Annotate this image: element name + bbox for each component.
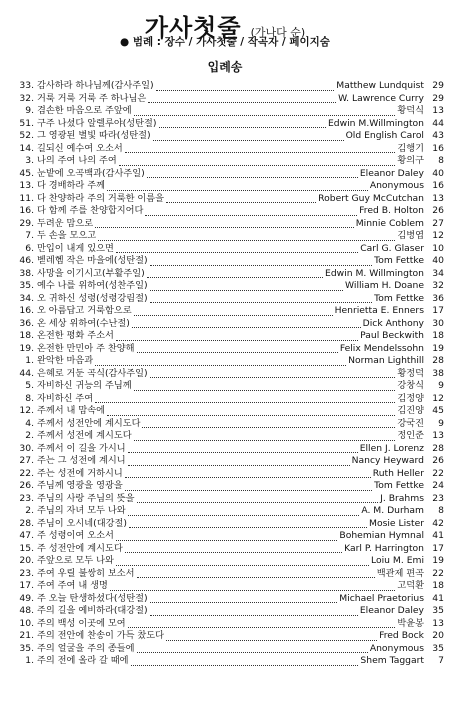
entry-number: 32. xyxy=(19,92,34,104)
entry-first-line: 주님께 영광을 영광을 xyxy=(37,480,123,491)
dot-leader xyxy=(137,344,338,353)
entry-composer: 김병엽 xyxy=(397,230,424,241)
list-item xyxy=(12,118,444,131)
list-item xyxy=(12,355,444,368)
list-item xyxy=(12,455,444,468)
entry-first-line: 길되신 예수여 오소서 xyxy=(37,142,123,154)
entry-composer: 강국진 xyxy=(397,417,424,429)
entry-first-line: 주의 길을 예비하라(대강절) xyxy=(37,605,148,616)
dot-leader xyxy=(153,132,344,141)
entry-page: 35 xyxy=(432,642,444,654)
entry-first-line: 은혜로 거둔 곡식(감사주일) xyxy=(37,367,148,379)
entry-first-line: 주님이 오시네(대강절) xyxy=(37,517,127,529)
entry-first-line: 자비하신 귀능의 주님께 xyxy=(37,380,132,391)
dot-leader xyxy=(137,644,368,653)
entry-composer: Fred B. Holton xyxy=(359,205,424,216)
list-item xyxy=(12,630,444,643)
entry-number: 13. xyxy=(19,180,34,191)
entry-composer: Felix Mendelssohn xyxy=(339,342,424,354)
entry-composer: Old English Carol xyxy=(345,130,424,141)
entry-list xyxy=(12,80,444,668)
dot-leader xyxy=(156,82,335,91)
entry-first-line: 주 성전안에 계시도다 xyxy=(37,542,123,554)
entry-composer: Robert Guy McCutchan xyxy=(318,192,424,204)
list-item xyxy=(12,443,444,456)
entry-page: 24 xyxy=(432,480,444,491)
list-item xyxy=(12,305,444,318)
entry-page: 13 xyxy=(432,617,444,629)
list-item xyxy=(12,493,444,506)
list-item xyxy=(12,418,444,431)
entry-first-line: 눈밭에 오곡백과(감사주일) xyxy=(37,167,145,179)
entry-composer: Anonymous xyxy=(369,642,424,654)
dot-leader xyxy=(125,144,396,153)
entry-composer: Paul Beckwith xyxy=(360,330,424,341)
entry-number: 30. xyxy=(19,442,34,454)
entry-composer: 박윤봉 xyxy=(397,617,424,629)
entry-first-line: 나의 주여 나의 주여 xyxy=(37,155,117,166)
dot-leader xyxy=(116,557,369,566)
dot-leader xyxy=(137,569,375,578)
entry-first-line: 그 영광된 별빛 따라(성탄절) xyxy=(37,130,151,141)
entry-number: 2. xyxy=(25,430,34,441)
entry-number: 11. xyxy=(19,192,34,204)
entry-composer: J. Brahms xyxy=(380,492,424,504)
list-item xyxy=(12,593,444,606)
entry-first-line: 주의 전에 올라 갈 때에 xyxy=(37,655,129,666)
list-item xyxy=(12,618,444,631)
entry-number: 16. xyxy=(19,305,34,316)
entry-composer: Norman Lighthill xyxy=(348,355,424,366)
dot-leader xyxy=(95,219,354,228)
entry-number: 35. xyxy=(19,280,34,291)
entry-first-line: 주의 전안에 찬송이 가득 찼도다 xyxy=(37,630,165,641)
entry-page: 35 xyxy=(432,605,444,616)
dot-leader xyxy=(128,444,358,453)
entry-number: 52. xyxy=(19,130,34,141)
list-item xyxy=(12,318,444,331)
dot-leader xyxy=(107,407,395,416)
dot-leader xyxy=(166,632,377,641)
entry-composer: Shem Taggart xyxy=(360,655,424,666)
entry-page: 38 xyxy=(432,367,444,379)
entry-first-line: 겸손한 마음으로 주앞에 xyxy=(37,105,132,116)
entry-page: 13 xyxy=(432,192,444,204)
dot-leader xyxy=(147,169,358,178)
list-item xyxy=(12,480,444,493)
entry-page: 7 xyxy=(438,655,444,666)
entry-composer: Loiu M. Emi xyxy=(371,555,424,566)
list-item xyxy=(12,530,444,543)
entry-number: 3. xyxy=(25,155,34,166)
entry-first-line: 벧레헴 작은 마을에(성탄절) xyxy=(37,255,148,266)
list-item xyxy=(12,605,444,618)
entry-page: 45 xyxy=(432,405,444,416)
entry-first-line: 오 아름답고 거룩함으로 xyxy=(37,305,132,316)
dot-leader xyxy=(107,182,368,191)
dot-leader xyxy=(150,594,338,603)
dot-leader xyxy=(134,382,396,391)
entry-page: 20 xyxy=(432,630,444,641)
entry-first-line: 예수 나를 위하여(성찬주일) xyxy=(37,280,148,291)
dot-leader xyxy=(110,582,395,591)
dot-leader xyxy=(116,332,358,341)
entry-number: 2. xyxy=(25,505,34,516)
entry-number: 6. xyxy=(25,242,34,254)
entry-number: 23. xyxy=(19,567,34,579)
entry-page: 22 xyxy=(432,567,444,579)
entry-composer: Tom Fettke xyxy=(374,255,424,266)
entry-first-line: 온전한 만민아 주 찬양해 xyxy=(37,342,135,354)
dot-leader xyxy=(132,319,361,328)
entry-first-line: 주께서 성전에 계시도다 xyxy=(37,430,132,441)
list-item xyxy=(12,555,444,568)
entry-number: 26. xyxy=(19,480,34,491)
list-item xyxy=(12,280,444,293)
entry-number: 15. xyxy=(19,542,34,554)
entry-composer: Fred Bock xyxy=(379,630,424,641)
list-item xyxy=(12,205,444,218)
entry-first-line: 주의 백성 이곳에 모여 xyxy=(37,617,126,629)
dot-leader xyxy=(125,469,371,478)
dot-leader xyxy=(128,507,360,516)
list-item xyxy=(12,168,444,181)
list-item xyxy=(12,655,444,668)
entry-composer: 김행기 xyxy=(397,142,424,154)
entry-composer: Eleanor Daley xyxy=(359,167,424,179)
dot-leader xyxy=(134,107,396,116)
entry-composer: 김진양 xyxy=(397,405,424,416)
list-item xyxy=(12,643,444,656)
dot-leader xyxy=(131,657,359,666)
entry-composer: 김정양 xyxy=(397,392,424,404)
entry-page: 41 xyxy=(432,530,444,541)
entry-number: 51. xyxy=(19,117,34,129)
entry-page: 16 xyxy=(432,142,444,154)
entry-page: 40 xyxy=(432,255,444,266)
dot-leader xyxy=(125,544,342,553)
entry-first-line: 만입이 내게 있으면 xyxy=(37,242,114,254)
entry-page: 28 xyxy=(432,355,444,366)
list-item xyxy=(12,243,444,256)
entry-composer: Dick Anthony xyxy=(362,317,424,329)
entry-number: 49. xyxy=(19,592,34,604)
entry-first-line: 주는 그 성전에 계시니 xyxy=(37,455,126,466)
entry-composer: Anonymous xyxy=(369,180,424,191)
entry-page: 29 xyxy=(432,92,444,104)
entry-composer: Henrietta E. Enners xyxy=(334,305,424,316)
dot-leader xyxy=(98,232,395,241)
entry-composer: Bohemian Hymnal xyxy=(339,530,424,541)
list-item xyxy=(12,543,444,556)
entry-page: 12 xyxy=(432,230,444,241)
entry-number: 10. xyxy=(19,617,34,629)
entry-first-line: 감사하라 하나님께(감사주일) xyxy=(37,80,154,91)
dot-leader xyxy=(150,369,396,378)
entry-number: 4. xyxy=(25,417,34,429)
list-item xyxy=(12,255,444,268)
entry-number: 44. xyxy=(19,367,34,379)
list-item xyxy=(12,330,444,343)
dot-leader xyxy=(150,294,373,303)
entry-composer: 정인준 xyxy=(397,430,424,441)
entry-page: 8 xyxy=(438,155,444,166)
entry-number: 17. xyxy=(19,580,34,591)
entry-number: 36. xyxy=(19,317,34,329)
entry-page: 12 xyxy=(432,392,444,404)
entry-number: 14. xyxy=(19,142,34,154)
entry-first-line: 오 귀하신 성령(성령강림절) xyxy=(37,292,148,304)
entry-composer: 황정덕 xyxy=(397,367,424,379)
entry-first-line: 주 성령이여 오소서 xyxy=(37,530,114,541)
entry-composer: Matthew Lundquist xyxy=(336,80,424,91)
section-title: 입례송 xyxy=(207,60,243,74)
dot-leader xyxy=(134,307,333,316)
entry-first-line: 다 경배하라 주께 xyxy=(37,180,105,191)
entry-first-line: 구주 나셨다 알렐루야(성탄절) xyxy=(37,117,157,129)
entry-first-line: 주님의 자녀 모두 나와 xyxy=(37,505,126,516)
entry-page: 44 xyxy=(432,117,444,129)
list-item xyxy=(12,293,444,306)
list-item xyxy=(12,80,444,93)
entry-number: 16. xyxy=(19,205,34,216)
entry-composer: 강창식 xyxy=(397,380,424,391)
entry-page: 9 xyxy=(438,380,444,391)
entry-page: 26 xyxy=(432,455,444,466)
entry-number: 38. xyxy=(19,267,34,279)
list-item xyxy=(12,518,444,531)
entry-number: 27. xyxy=(19,455,34,466)
list-item xyxy=(12,580,444,593)
entry-number: 9. xyxy=(25,105,34,116)
list-item xyxy=(12,393,444,406)
entry-first-line: 주의 얼굴을 주의 종들에 xyxy=(37,642,135,654)
entry-number: 20. xyxy=(19,555,34,566)
entry-page: 18 xyxy=(432,330,444,341)
entry-number: 8. xyxy=(25,392,34,404)
entry-page: 13 xyxy=(432,430,444,441)
entry-number: 28. xyxy=(19,517,34,529)
list-item xyxy=(12,218,444,231)
entry-composer: Ellen J. Lorenz xyxy=(359,442,424,454)
entry-page: 43 xyxy=(432,130,444,141)
entry-page: 34 xyxy=(432,267,444,279)
entry-first-line: 두 손을 모으고 xyxy=(37,230,97,241)
entry-composer: Carl G. Glaser xyxy=(360,242,424,254)
entry-composer: Michael Praetorius xyxy=(339,592,424,604)
entry-page: 29 xyxy=(432,80,444,91)
dot-leader xyxy=(147,269,323,278)
entry-first-line: 주여 우릴 불쌍히 보소서 xyxy=(37,567,135,579)
list-item xyxy=(12,193,444,206)
list-item xyxy=(12,105,444,118)
list-item xyxy=(12,430,444,443)
dot-leader xyxy=(137,494,379,503)
entry-first-line: 사망을 이기시고(부활주일) xyxy=(37,267,145,279)
entry-first-line: 주여 주여 내 생명 xyxy=(37,580,108,591)
entry-composer: A. M. Durham xyxy=(361,505,424,516)
dot-leader xyxy=(166,194,316,203)
entry-number: 46. xyxy=(19,255,34,266)
entry-page: 19 xyxy=(432,555,444,566)
entry-composer: 고덕환 xyxy=(397,580,424,591)
entry-page: 10 xyxy=(432,242,444,254)
entry-page: 41 xyxy=(432,592,444,604)
entry-page: 32 xyxy=(432,280,444,291)
entry-page: 19 xyxy=(432,342,444,354)
entry-number: 21. xyxy=(19,630,34,641)
entry-number: 1. xyxy=(25,655,34,666)
entry-first-line: 거룩 거룩 거룩 주 하나님은 xyxy=(37,92,147,104)
dot-leader xyxy=(128,619,396,628)
dot-leader xyxy=(145,207,357,216)
entry-first-line: 온 세상 위하여(수난절) xyxy=(37,317,130,329)
dot-leader xyxy=(134,432,396,441)
entry-number: 45. xyxy=(19,167,34,179)
entry-number: 5. xyxy=(25,380,34,391)
entry-composer: 백관제 편곡 xyxy=(376,567,424,579)
entry-composer: Mosie Lister xyxy=(369,517,424,529)
entry-number: 47. xyxy=(19,530,34,541)
entry-page: 28 xyxy=(432,442,444,454)
entry-page: 13 xyxy=(432,105,444,116)
entry-first-line: 주께서 이 길을 가시니 xyxy=(37,442,126,454)
list-item xyxy=(12,130,444,143)
list-item xyxy=(12,568,444,581)
entry-composer: Edwin M.Willmington xyxy=(327,117,424,129)
entry-first-line: 자비하신 주여 xyxy=(37,392,94,404)
entry-composer: Eleanor Daley xyxy=(359,605,424,616)
title-main: 가사첫줄 xyxy=(144,14,242,42)
entry-composer: 황의구 xyxy=(397,155,424,166)
list-item xyxy=(12,405,444,418)
list-item xyxy=(12,93,444,106)
title-subtitle: (가나다 순) xyxy=(250,26,306,39)
list-item xyxy=(12,505,444,518)
dot-leader xyxy=(142,419,395,428)
entry-composer: 황덕식 xyxy=(397,105,424,116)
dot-leader xyxy=(125,482,372,491)
entry-first-line: 주님의 사랑 주님의 뜻을 xyxy=(37,492,135,504)
dot-leader xyxy=(129,519,367,528)
entry-first-line: 주앞으로 모두 나와 xyxy=(37,555,114,566)
dot-leader xyxy=(95,394,395,403)
entry-number: 1. xyxy=(25,355,34,366)
entry-number: 23. xyxy=(19,492,34,504)
dot-leader xyxy=(128,457,350,466)
dot-leader xyxy=(150,607,358,616)
entry-page: 36 xyxy=(432,292,444,304)
entry-page: 16 xyxy=(432,180,444,191)
list-item xyxy=(12,155,444,168)
entry-page: 22 xyxy=(432,467,444,479)
entry-number: 22. xyxy=(19,467,34,479)
entry-first-line: 두려운 맘으로 xyxy=(37,217,94,229)
entry-composer: Karl P. Harrington xyxy=(344,542,424,554)
entry-composer: William H. Doane xyxy=(345,280,424,291)
entry-page: 17 xyxy=(432,305,444,316)
entry-first-line: 다 찬양하라 주의 거룩한 이름을 xyxy=(37,192,165,204)
legend: ● 범례 : 장수 / 가사첫줄 / 작곡자 / 페이지숨 xyxy=(120,36,330,48)
dot-leader xyxy=(95,357,346,366)
entry-composer: Tom Fettke xyxy=(374,480,424,491)
dot-leader xyxy=(116,532,338,541)
entry-page: 17 xyxy=(432,542,444,554)
entry-page: 27 xyxy=(432,217,444,229)
entry-first-line: 주 오늘 탄생하셨다(성탄절) xyxy=(37,592,148,604)
dot-leader xyxy=(150,282,343,291)
entry-first-line: 주는 성전에 거하시니 xyxy=(37,467,123,479)
dot-leader xyxy=(159,119,326,128)
entry-number: 33. xyxy=(19,80,34,91)
entry-page: 23 xyxy=(432,492,444,504)
entry-composer: W. Lawrence Curry xyxy=(338,92,424,104)
entry-composer: Edwin M. Willmington xyxy=(325,267,424,279)
list-item xyxy=(12,368,444,381)
list-item xyxy=(12,468,444,481)
list-item xyxy=(12,143,444,156)
entry-page: 8 xyxy=(438,505,444,516)
entry-first-line: 주께서 내 맘속에 xyxy=(37,405,105,416)
list-item xyxy=(12,268,444,281)
dot-leader xyxy=(116,244,358,253)
dot-leader xyxy=(148,94,336,103)
entry-page: 42 xyxy=(432,517,444,529)
entry-number: 18. xyxy=(19,330,34,341)
entry-page: 30 xyxy=(432,317,444,329)
entry-number: 35. xyxy=(19,642,34,654)
entry-number: 19. xyxy=(19,342,34,354)
entry-page: 26 xyxy=(432,205,444,216)
entry-page: 9 xyxy=(438,417,444,429)
list-item xyxy=(12,343,444,356)
entry-composer: Ruth Heller xyxy=(372,467,424,479)
entry-first-line: 온전한 평화 주소서 xyxy=(37,330,114,341)
entry-number: 7. xyxy=(25,230,34,241)
entry-page: 40 xyxy=(432,167,444,179)
list-item xyxy=(12,380,444,393)
entry-number: 48. xyxy=(19,605,34,616)
entry-composer: Minnie Coblem xyxy=(355,217,424,229)
list-item xyxy=(12,180,444,193)
entry-page: 18 xyxy=(432,580,444,591)
entry-first-line: 완악한 마음과 xyxy=(37,355,94,366)
dot-leader xyxy=(150,257,373,266)
entry-number: 34. xyxy=(19,292,34,304)
entry-first-line: 다 함께 주를 찬양합지어다 xyxy=(37,205,144,216)
entry-first-line: 주께서 성전안에 계시도다 xyxy=(37,417,141,429)
dot-leader xyxy=(119,157,396,166)
entry-composer: Nancy Heyward xyxy=(351,455,424,466)
list-item xyxy=(12,230,444,243)
entry-composer: Tom Fettke xyxy=(374,292,424,304)
entry-number: 12. xyxy=(19,405,34,416)
entry-number: 29. xyxy=(19,217,34,229)
